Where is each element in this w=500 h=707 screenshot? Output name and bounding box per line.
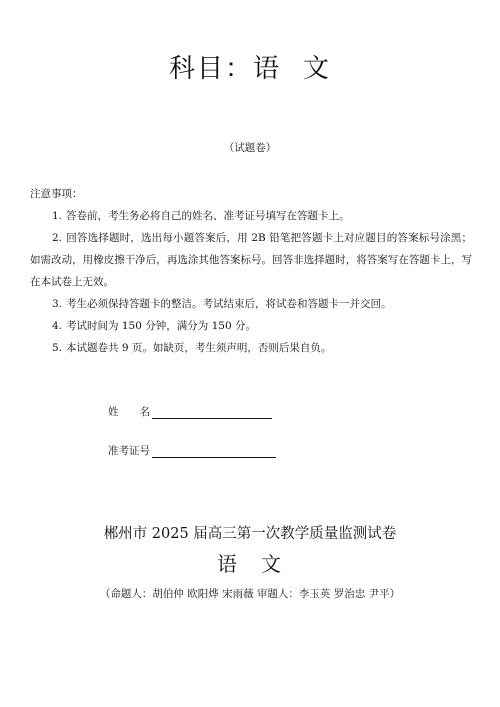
exam-id-field[interactable] (108, 443, 276, 458)
instruction-text: 回答选择题时，选出每小题答案后，用 2B 铅笔把答题卡上对应题目的答案标号涂黑；如需改动，用橡皮擦干净后，再选涂其他答案标号。回答非选择题时，将答案写在答题卡上，写在本试卷上无效。 (30, 232, 472, 288)
instruction-text: 答卷前，考生务必将自己的姓名、准考证号填写在答题卡上。 (66, 210, 350, 222)
instruction-text: 考生必须保持答题卡的整洁。考试结束后，将试卷和答题卡一并交回。 (66, 298, 392, 310)
name-field[interactable] (108, 404, 272, 419)
authors-line: （命题人：胡伯仲 欧阳烨 宋雨薇 审题人：李玉英 罗治忠 尹平） (99, 588, 401, 600)
instruction-item (30, 337, 472, 359)
instruction-item (30, 293, 472, 315)
instructions-heading: 注意事项： (30, 188, 83, 200)
subject-title (0, 48, 500, 85)
instruction-number: 2. (52, 232, 63, 244)
exam-id-label: 准考证号 (108, 445, 150, 457)
instruction-number: 5. (52, 342, 63, 354)
instruction-number: 4. (52, 320, 63, 332)
subject-label: 科目：语 (168, 54, 281, 84)
exam-subject-char-1: 语 (217, 552, 239, 576)
name-underline[interactable] (152, 406, 272, 419)
paper-type-label: （试题卷） (223, 142, 277, 154)
exam-subject (0, 548, 500, 577)
subject-char: 文 (303, 54, 332, 84)
instructions-section (30, 183, 472, 359)
instruction-item (30, 227, 472, 293)
instruction-text: 本试题卷共 9 页。如缺页，考生须声明，否则后果自负。 (66, 342, 332, 354)
exam-id-underline[interactable] (152, 445, 276, 458)
instruction-number: 3. (52, 298, 63, 310)
instruction-number: 1. (52, 210, 63, 222)
exam-subject-char-2: 文 (261, 552, 283, 576)
instruction-item (30, 205, 472, 227)
exam-title: 郴州市 2025 届高三第一次教学质量监测试卷 (103, 526, 397, 542)
instruction-text: 考试时间为 150 分钟，满分为 150 分。 (66, 320, 256, 332)
name-label: 姓 名 (108, 406, 150, 418)
instruction-item (30, 315, 472, 337)
